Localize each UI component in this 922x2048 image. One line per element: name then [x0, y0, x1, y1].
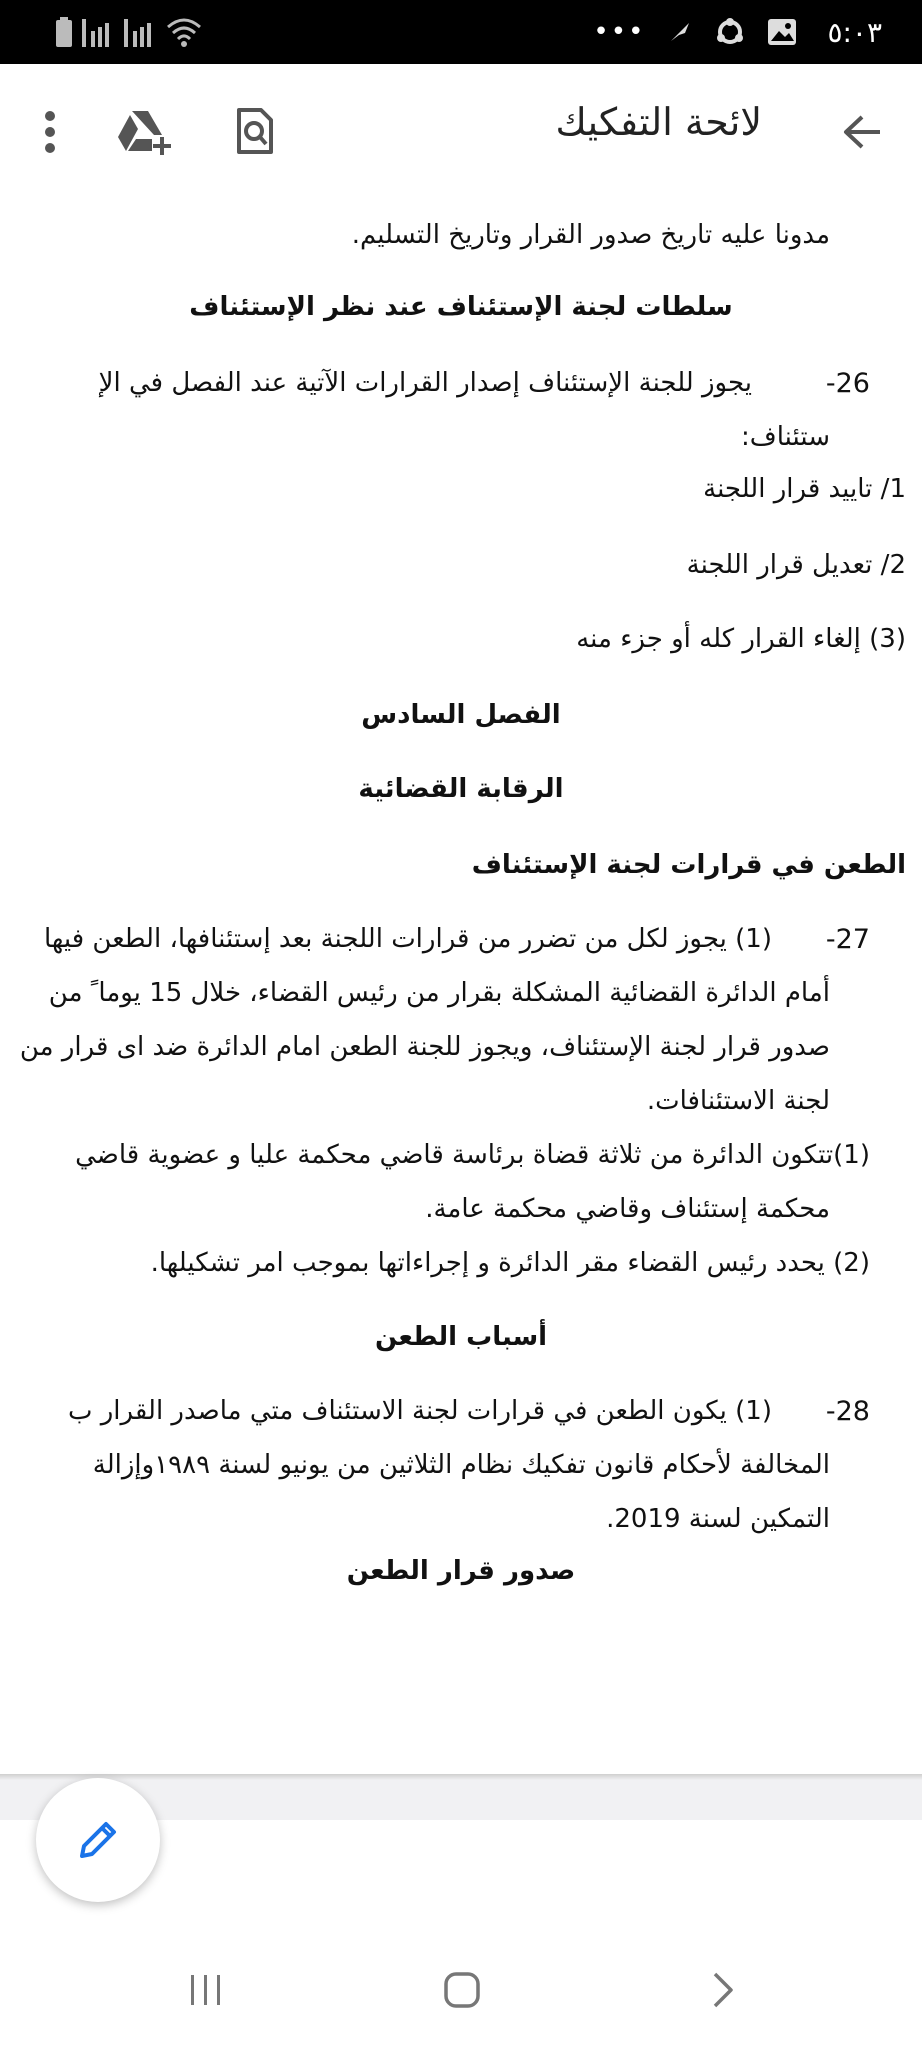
- text-line: (1) يكون الطعن في قرارات لجنة الاستئناف متي ماصدر القرار ب: [68, 1396, 772, 1426]
- drive-add-icon: [118, 109, 174, 155]
- add-to-drive-button[interactable]: [108, 92, 184, 172]
- list-item: (3) إلغاء القرار كله أو جزء منه: [576, 624, 906, 654]
- nav-back-button[interactable]: [692, 1960, 752, 2020]
- status-left-icons: [56, 14, 202, 50]
- status-bar: [0, 0, 922, 64]
- list-item: 1/ تاييد قرار اللجنة: [703, 474, 906, 504]
- search-document-icon: [235, 108, 273, 156]
- more-options-button[interactable]: [20, 92, 80, 172]
- document-viewer[interactable]: [0, 200, 922, 1776]
- article-number: -26: [825, 368, 870, 399]
- article-number: -27: [825, 924, 870, 955]
- list-item: 2/ تعديل قرار اللجنة: [686, 550, 906, 580]
- text-line: المخالفة لأحكام قانون تفكيك نظام الثلاثين من يونيو لسنة ١٩٨٩وإزالة: [92, 1450, 830, 1480]
- app-bar: [0, 64, 922, 201]
- signal-icon: [82, 17, 114, 47]
- more-vert-icon: [44, 110, 56, 154]
- back-button[interactable]: [830, 92, 894, 172]
- text-line: ستئناف:: [741, 422, 830, 452]
- wifi-icon: [166, 17, 202, 47]
- status-right-icons: [593, 10, 882, 54]
- back-arrow-icon: [842, 114, 882, 150]
- back-icon: [709, 1970, 735, 2010]
- recent-apps-icon: [188, 1973, 224, 2007]
- notification-icon: [667, 19, 693, 45]
- battery-icon: [56, 17, 72, 47]
- text-line: محكمة إستئناف وقاضي محكمة عامة.: [425, 1194, 830, 1224]
- recent-apps-button[interactable]: [176, 1960, 236, 2020]
- text-line: (2) يحدد رئيس القضاء مقر الدائرة و إجراءاتها بموجب امر تشكيلها.: [150, 1248, 870, 1278]
- find-in-document-button[interactable]: [222, 92, 286, 172]
- pencil-edit-icon: [76, 1818, 120, 1862]
- page-title: لائحة التفكيك: [555, 100, 762, 144]
- text-line: (1)تتكون الدائرة من ثلاثة قضاة برئاسة قاضي محكمة عليا و عضوية قاضي: [75, 1140, 870, 1170]
- signal-icon-2: [124, 17, 156, 47]
- text-line: لجنة الاستئنافات.: [646, 1086, 830, 1116]
- edit-fab-button[interactable]: [36, 1778, 160, 1902]
- article-number: -28: [825, 1396, 870, 1427]
- text-line: صدور قرار لجنة الإستئناف، ويجوز للجنة الطعن امام الدائرة ضد اى قرار من: [19, 1032, 830, 1062]
- text-line: التمكين لسنة 2019.: [606, 1504, 830, 1534]
- text-line: يجوز للجنة الإستئناف إصدار القرارات الآتية عند الفصل في الإ: [98, 368, 752, 398]
- chapter-subheading: الرقابة القضائية: [358, 774, 564, 804]
- text-line: أمام الدائرة القضائية المشكلة بقرار من رئيس القضاء، خلال 15 يوما ً من: [48, 978, 830, 1008]
- status-clock: ٥:٠٣: [827, 15, 882, 49]
- text-line: مدونا عليه تاريخ صدور القرار وتاريخ التسليم.: [351, 220, 830, 250]
- home-button[interactable]: [432, 1960, 492, 2020]
- section-heading: سلطات لجنة الإستئناف عند نظر الإستئناف: [189, 292, 733, 322]
- section-heading: صدور قرار الطعن: [346, 1556, 576, 1586]
- section-heading: أسباب الطعن: [374, 1322, 548, 1352]
- text-line: (1) يجوز لكل من تضرر من قرارات اللجنة بعد إستئنافها، الطعن فيها: [43, 924, 772, 954]
- sync-icon: [715, 17, 745, 47]
- more-notifications-icon: •••: [593, 17, 646, 47]
- gallery-icon: [767, 18, 797, 46]
- system-nav-bar: [0, 1930, 922, 2048]
- section-heading: الطعن في قرارات لجنة الإستئناف: [471, 850, 906, 880]
- home-icon: [442, 1970, 482, 2010]
- chapter-heading: الفصل السادس: [361, 700, 561, 730]
